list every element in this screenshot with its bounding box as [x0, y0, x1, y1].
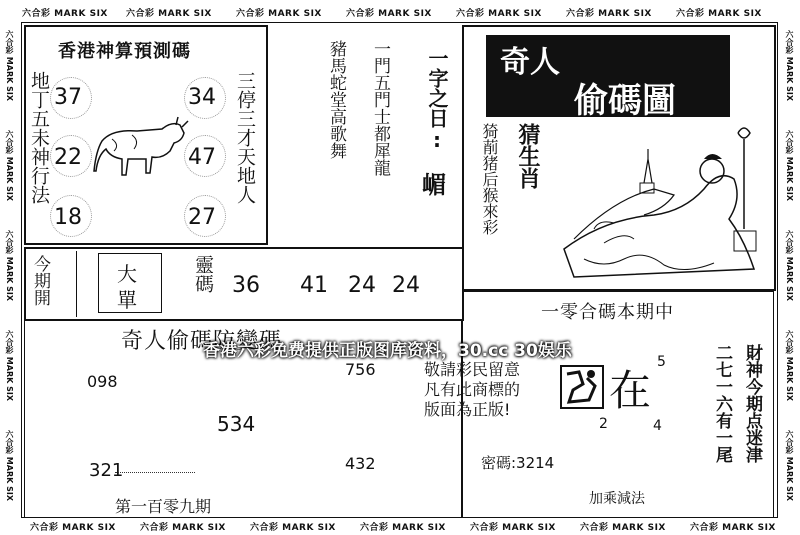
forecast-left-number: 37	[54, 85, 82, 110]
border-label: 六合彩 MARK SIX	[785, 130, 794, 201]
period-number: 41	[300, 273, 328, 298]
border-label: 六合彩 MARK SIX	[360, 523, 446, 533]
one-zero-sub: 2	[599, 416, 608, 432]
one-zero-vertical: 二七一六有一尾	[712, 344, 732, 463]
watermark: 香港六彩免费提供正版图库资料，30.cc 30娱乐	[203, 341, 572, 361]
one-zero-sub: 4	[653, 418, 662, 434]
one-zero-vertical: 財神今期点迷津	[742, 344, 762, 463]
border-label: 六合彩 MARK SIX	[30, 523, 116, 533]
one-zero-box	[462, 291, 774, 518]
border-label: 六合彩 MARK SIX	[5, 430, 14, 501]
one-char-label: 一字之日:	[425, 48, 449, 152]
border-label: 六合彩 MARK SIX	[785, 30, 794, 101]
poem-column: 一門五門士都犀龍	[370, 40, 390, 176]
border-label: 六合彩 MARK SIX	[22, 9, 108, 19]
stamp-logo-icon	[559, 364, 605, 410]
border-label: 六合彩 MARK SIX	[5, 30, 14, 101]
border-label: 六合彩 MARK SIX	[690, 523, 776, 533]
forecast-title: 香港神算預測碼	[58, 41, 191, 62]
forecast-left-text: 地丁五未神行法	[28, 71, 50, 204]
border-label: 六合彩 MARK SIX	[785, 230, 794, 301]
guard-code-title: 奇人偷碼防變碼	[121, 329, 283, 354]
border-label: 六合彩 MARK SIX	[470, 523, 556, 533]
period-number: 36	[232, 273, 260, 298]
zodiac-label: 猜生肖	[515, 123, 541, 189]
one-zero-big-char: 在	[609, 366, 652, 415]
password: 密碼:3214	[481, 454, 555, 472]
thief-chart-title: 偷碼圖	[574, 81, 676, 121]
border-label: 六合彩 MARK SIX	[785, 430, 794, 501]
border-label: 六合彩 MARK SIX	[5, 130, 14, 201]
period-label: 今期開	[30, 255, 50, 306]
guard-code-number: 534	[217, 412, 256, 436]
issue-label: 第一百零九期	[115, 497, 212, 516]
one-zero-sup: 5	[657, 354, 666, 370]
poem-column: 豬馬蛇堂高歌舞	[326, 40, 346, 159]
big-small-box	[98, 253, 162, 313]
period-number: 24	[392, 273, 420, 298]
guard-code-number: 098	[87, 372, 118, 391]
notice-line: 敬請彩民留意	[424, 360, 521, 379]
guard-code-number: 756	[345, 360, 376, 379]
border-label: 六合彩 MARK SIX	[126, 9, 212, 19]
forecast-left-number: 22	[54, 145, 82, 170]
one-char-value: 嵋	[422, 171, 446, 199]
ox-icon	[92, 111, 192, 191]
forecast-right-number: 47	[188, 145, 216, 170]
forecast-right-number: 27	[188, 205, 216, 230]
forecast-box	[24, 25, 268, 245]
thief-chart-box	[462, 25, 776, 291]
guard-code-number: 432	[345, 454, 376, 473]
notice-line: 版面為正版!	[424, 400, 511, 419]
border-label: 六合彩 MARK SIX	[456, 9, 542, 19]
method: 加乘減法	[589, 491, 645, 507]
border-label: 六合彩 MARK SIX	[236, 9, 322, 19]
period-number: 24	[348, 273, 376, 298]
big-small-char: 大	[117, 262, 137, 286]
one-zero-title: 一零合碼本期中	[541, 302, 674, 323]
border-label: 六合彩 MARK SIX	[566, 9, 652, 19]
border-label: 六合彩 MARK SIX	[140, 523, 226, 533]
zodiac-list: 猗萷猪后猴來彩	[480, 123, 499, 235]
border-label: 六合彩 MARK SIX	[5, 330, 14, 401]
forecast-right-number: 34	[188, 85, 216, 110]
notice-line: 凡有此商標的	[424, 380, 521, 399]
border-label: 六合彩 MARK SIX	[250, 523, 336, 533]
period-box	[24, 247, 464, 321]
forecast-left-number: 18	[54, 205, 82, 230]
thief-chart-title: 奇人	[500, 45, 560, 80]
guard-code-number: 321	[89, 460, 124, 481]
spirit-label: 靈碼	[192, 255, 214, 293]
big-small-char: 單	[117, 288, 137, 312]
reclining-figure-icon	[544, 119, 770, 285]
border-label: 六合彩 MARK SIX	[346, 9, 432, 19]
border-label: 六合彩 MARK SIX	[676, 9, 762, 19]
forecast-right-text: 三停三才天地人	[234, 71, 256, 204]
border-label: 六合彩 MARK SIX	[785, 330, 794, 401]
border-label: 六合彩 MARK SIX	[5, 230, 14, 301]
border-label: 六合彩 MARK SIX	[580, 523, 666, 533]
